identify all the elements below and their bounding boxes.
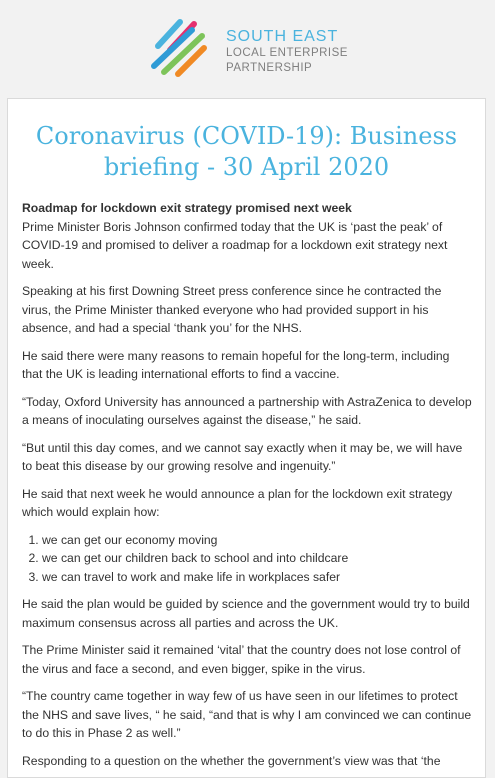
brand-line-3: PARTNERSHIP xyxy=(226,62,313,74)
paragraph-6: He said that next week he would announce a plan for the lockdown exit strategy which would explain how: xyxy=(22,486,453,519)
article-title: Coronavirus (COVID-19): Business briefing - 30 April 2020 xyxy=(35,122,458,181)
brand-line-1: SOUTH EAST xyxy=(226,28,339,45)
list-item: 3. we can travel to work and make life in workplaces safer xyxy=(42,568,472,587)
paragraph-4: “Today, Oxford University has announced a partnership with AstraZenica to develop a means of inoculating ourselves against the disease,” he said. xyxy=(22,394,472,427)
email-header xyxy=(0,0,495,96)
paragraph-7: He said the plan would be guided by science and the government would try to build maximum consensus across all parties and across the UK. xyxy=(22,597,470,630)
paragraph-1: Prime Minister Boris Johnson confirmed today that the UK is ‘past the peak’ of COVID-19 and promised to deliver a roadmap for a lockdown exit strategy next week. xyxy=(22,219,448,271)
paragraph-3: He said there were many reasons to remain hopeful for the long-term, including that the UK is leading international efforts to find a vaccine. xyxy=(22,348,450,381)
list-item: 1. we can get our economy moving xyxy=(42,531,472,550)
article-subheading: Roadmap for lockdown exit strategy promised next week xyxy=(22,201,352,215)
article-card xyxy=(7,98,486,778)
paragraph-8: The Prime Minister said it remained ‘vital’ that the country does not lose control of the virus and face a second, and even bigger, spike in the virus. xyxy=(22,643,461,676)
paragraph-9: “The country came together in way few of us have seen in our lifetimes to protect the NHS and save lives, “ he said, “and that is why I am convinced we can continue to do this in Phase 2 as well.” xyxy=(22,689,472,740)
list-item: 2. we can get our children back to school and into childcare xyxy=(42,549,472,568)
article-body xyxy=(8,199,485,770)
brand-wordmark xyxy=(226,28,348,76)
paragraph-2: Speaking at his first Downing Street press conference since he contracted the virus, the Prime Minister thanked everyone who had provided support in his absence, and had a special ‘thank you’ for the NHS. xyxy=(22,284,442,335)
paragraph-10: Responding to a question on the whether the government’s view was that ‘the xyxy=(22,753,441,768)
paragraph-5: “But until this day comes, and we cannot say exactly when it may be, we will have to beat this disease by our growing resolve and ingenuity.” xyxy=(22,440,463,473)
brand-line-2: LOCAL ENTERPRISE xyxy=(226,47,348,59)
selep-logo-icon xyxy=(150,16,210,80)
plan-list xyxy=(22,531,472,587)
